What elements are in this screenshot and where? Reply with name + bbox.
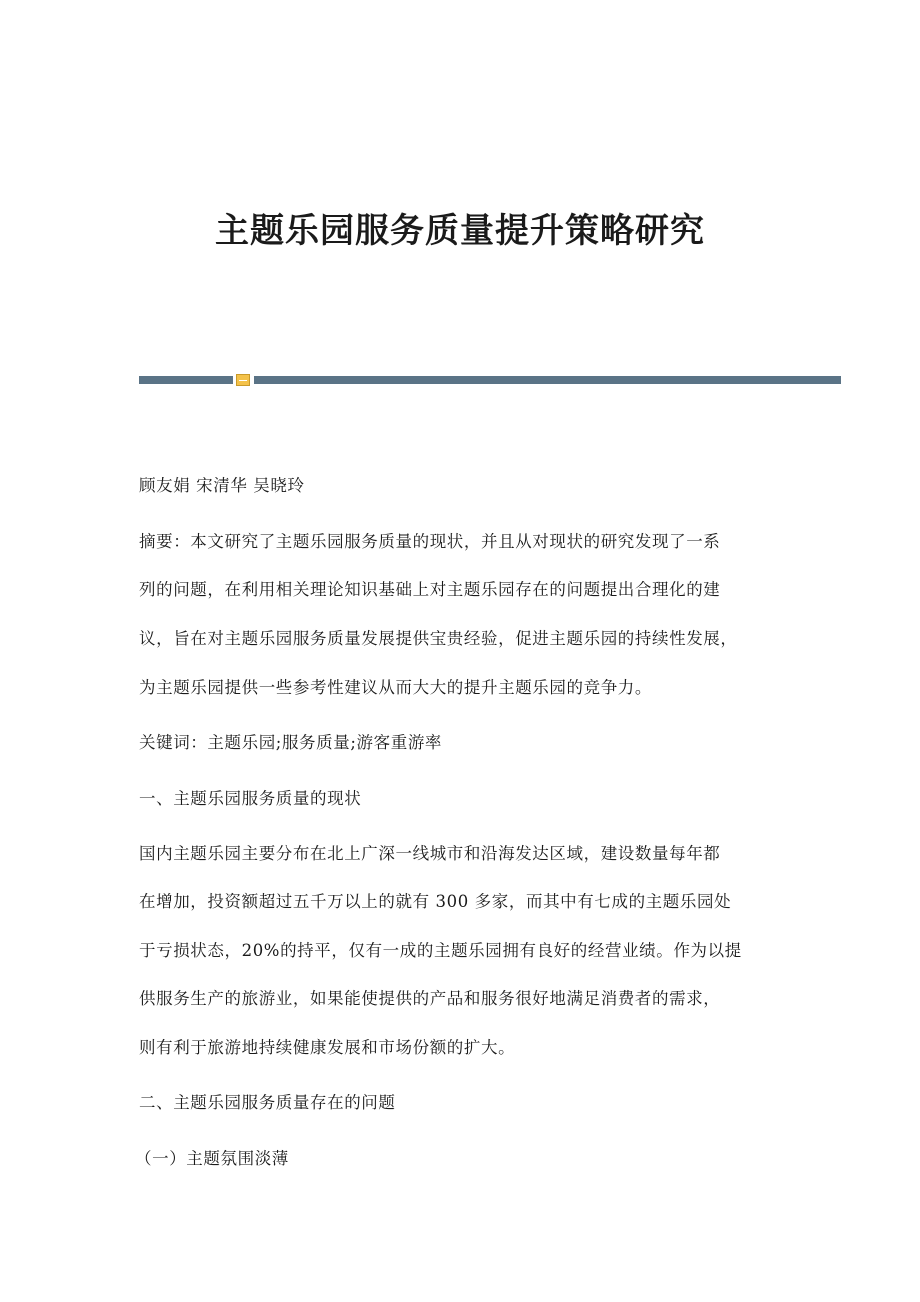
title-divider <box>139 374 841 386</box>
section-heading-1: 一、主题乐园服务质量的现状 <box>139 789 362 808</box>
section1-line: 则有利于旅游地持续健康发展和市场份额的扩大。 <box>139 1038 516 1057</box>
subsection-heading-1: （一）主题氛围淡薄 <box>135 1149 289 1168</box>
page-title: 主题乐园服务质量提升策略研究 <box>215 211 705 251</box>
divider-ornament-icon <box>236 374 250 386</box>
keywords: 关键词：主题乐园;服务质量;游客重游率 <box>139 733 443 752</box>
abstract-line: 议，旨在对主题乐园服务质量发展提供宝贵经验，促进主题乐园的持续性发展， <box>139 629 738 648</box>
section-heading-2: 二、主题乐园服务质量存在的问题 <box>139 1093 396 1112</box>
authors: 顾友娟 宋清华 吴晓玲 <box>139 476 305 495</box>
section1-line: 供服务生产的旅游业，如果能使提供的产品和服务很好地满足消费者的需求， <box>139 989 721 1008</box>
divider-right-bar <box>254 376 841 384</box>
divider-left-bar <box>139 376 233 384</box>
abstract-line: 摘要：本文研究了主题乐园服务质量的现状，并且从对现状的研究发现了一系 <box>139 532 721 551</box>
section1-line: 在增加，投资额超过五千万以上的就有 300 多家，而其中有七成的主题乐园处 <box>139 892 732 911</box>
section1-line: 于亏损状态，20%的持平，仅有一成的主题乐园拥有良好的经营业绩。作为以提 <box>139 941 742 960</box>
section1-line: 国内主题乐园主要分布在北上广深一线城市和沿海发达区域，建设数量每年都 <box>139 844 721 863</box>
abstract-line: 列的问题，在利用相关理论知识基础上对主题乐园存在的问题提出合理化的建 <box>139 580 721 599</box>
abstract-line: 为主题乐园提供一些参考性建议从而大大的提升主题乐园的竞争力。 <box>139 678 652 697</box>
